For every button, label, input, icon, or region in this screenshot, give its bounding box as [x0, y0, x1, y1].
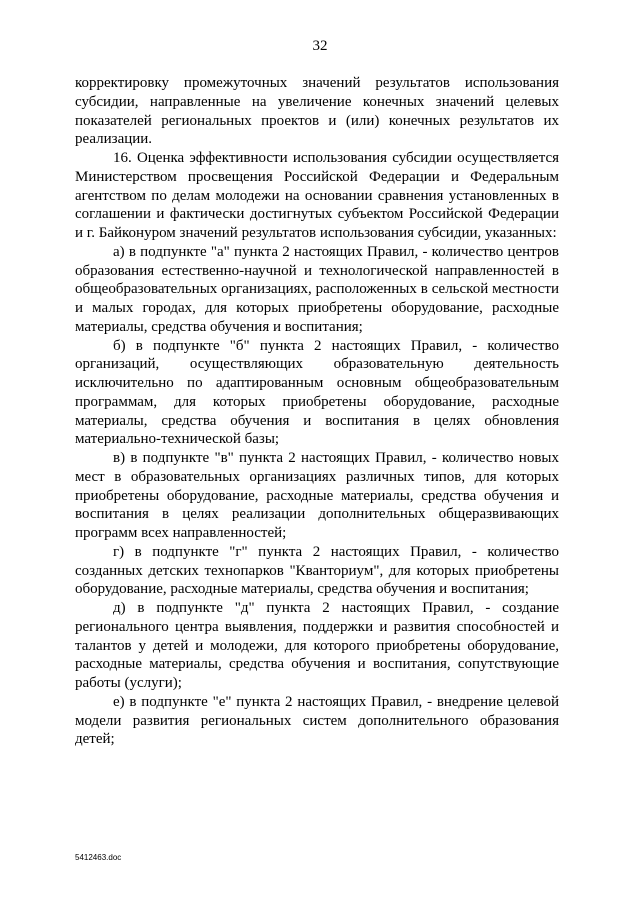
paragraph-item-a: а) в подпункте "а" пункта 2 настоящих Правил, - количество центров образования естественно-научной и технологической направленностей в общеобразовательных организациях, расположенных в сельской местности и малых городах, для которых приобретены оборудование, расходные материалы, средства обучения и воспитания; [75, 243, 559, 335]
paragraph-item-b: б) в подпункте "б" пункта 2 настоящих Правил, - количество организаций, осуществляющих образовательную деятельность исключительно по адаптированным основным общеобразовательным программам, для которых приобретены оборудование, расходные материалы, средства обучения и воспитания в целях обновления материально-технической базы; [75, 337, 559, 448]
footer-file-code: 5412463.doc [75, 853, 122, 862]
document-body [75, 74, 559, 749]
paragraph-16: 16. Оценка эффективности использования субсидии осуществляется Министерством просвещения Российской Федерации и Федеральным агентством по делам молодежи на основании сравнения установленных в соглашении и фактически достигнутых субъектом Российской Федерации и г. Байконуром значений результатов использования субсидии, указанных: [75, 150, 559, 241]
paragraph-item-e: е) в подпункте "е" пункта 2 настоящих Правил, - внедрение целевой модели развития региональных систем дополнительного образования детей; [75, 693, 559, 748]
page-number: 32 [312, 38, 328, 54]
paragraph-continuation: корректировку промежуточных значений результатов использования субсидии, направленные на увеличение конечных значений целевых показателей региональных проектов и (или) конечных результатов их реализации. [75, 75, 559, 148]
paragraph-item-v: в) в подпункте "в" пункта 2 настоящих Правил, - количество новых мест в образовательных организациях различных типов, для которых приобретены оборудование, расходные материалы, средства обучения и воспитания в целях реализации дополнительных общеразвивающих программ всех направленностей; [75, 450, 559, 541]
paragraph-item-d: д) в подпункте "д" пункта 2 настоящих Правил, - создание регионального центра выявления, поддержки и развития способностей и талантов у детей и молодежи, для которого приобретены оборудование, расходные материалы, средства обучения и воспитания, сопутствующие работы (услуги); [75, 600, 559, 691]
paragraph-item-g: г) в подпункте "г" пункта 2 настоящих Правил, - количество созданных детских технопарков "Кванториум", для которых приобретены оборудование, расходные материалы, средства обучения и воспитания; [75, 543, 559, 598]
